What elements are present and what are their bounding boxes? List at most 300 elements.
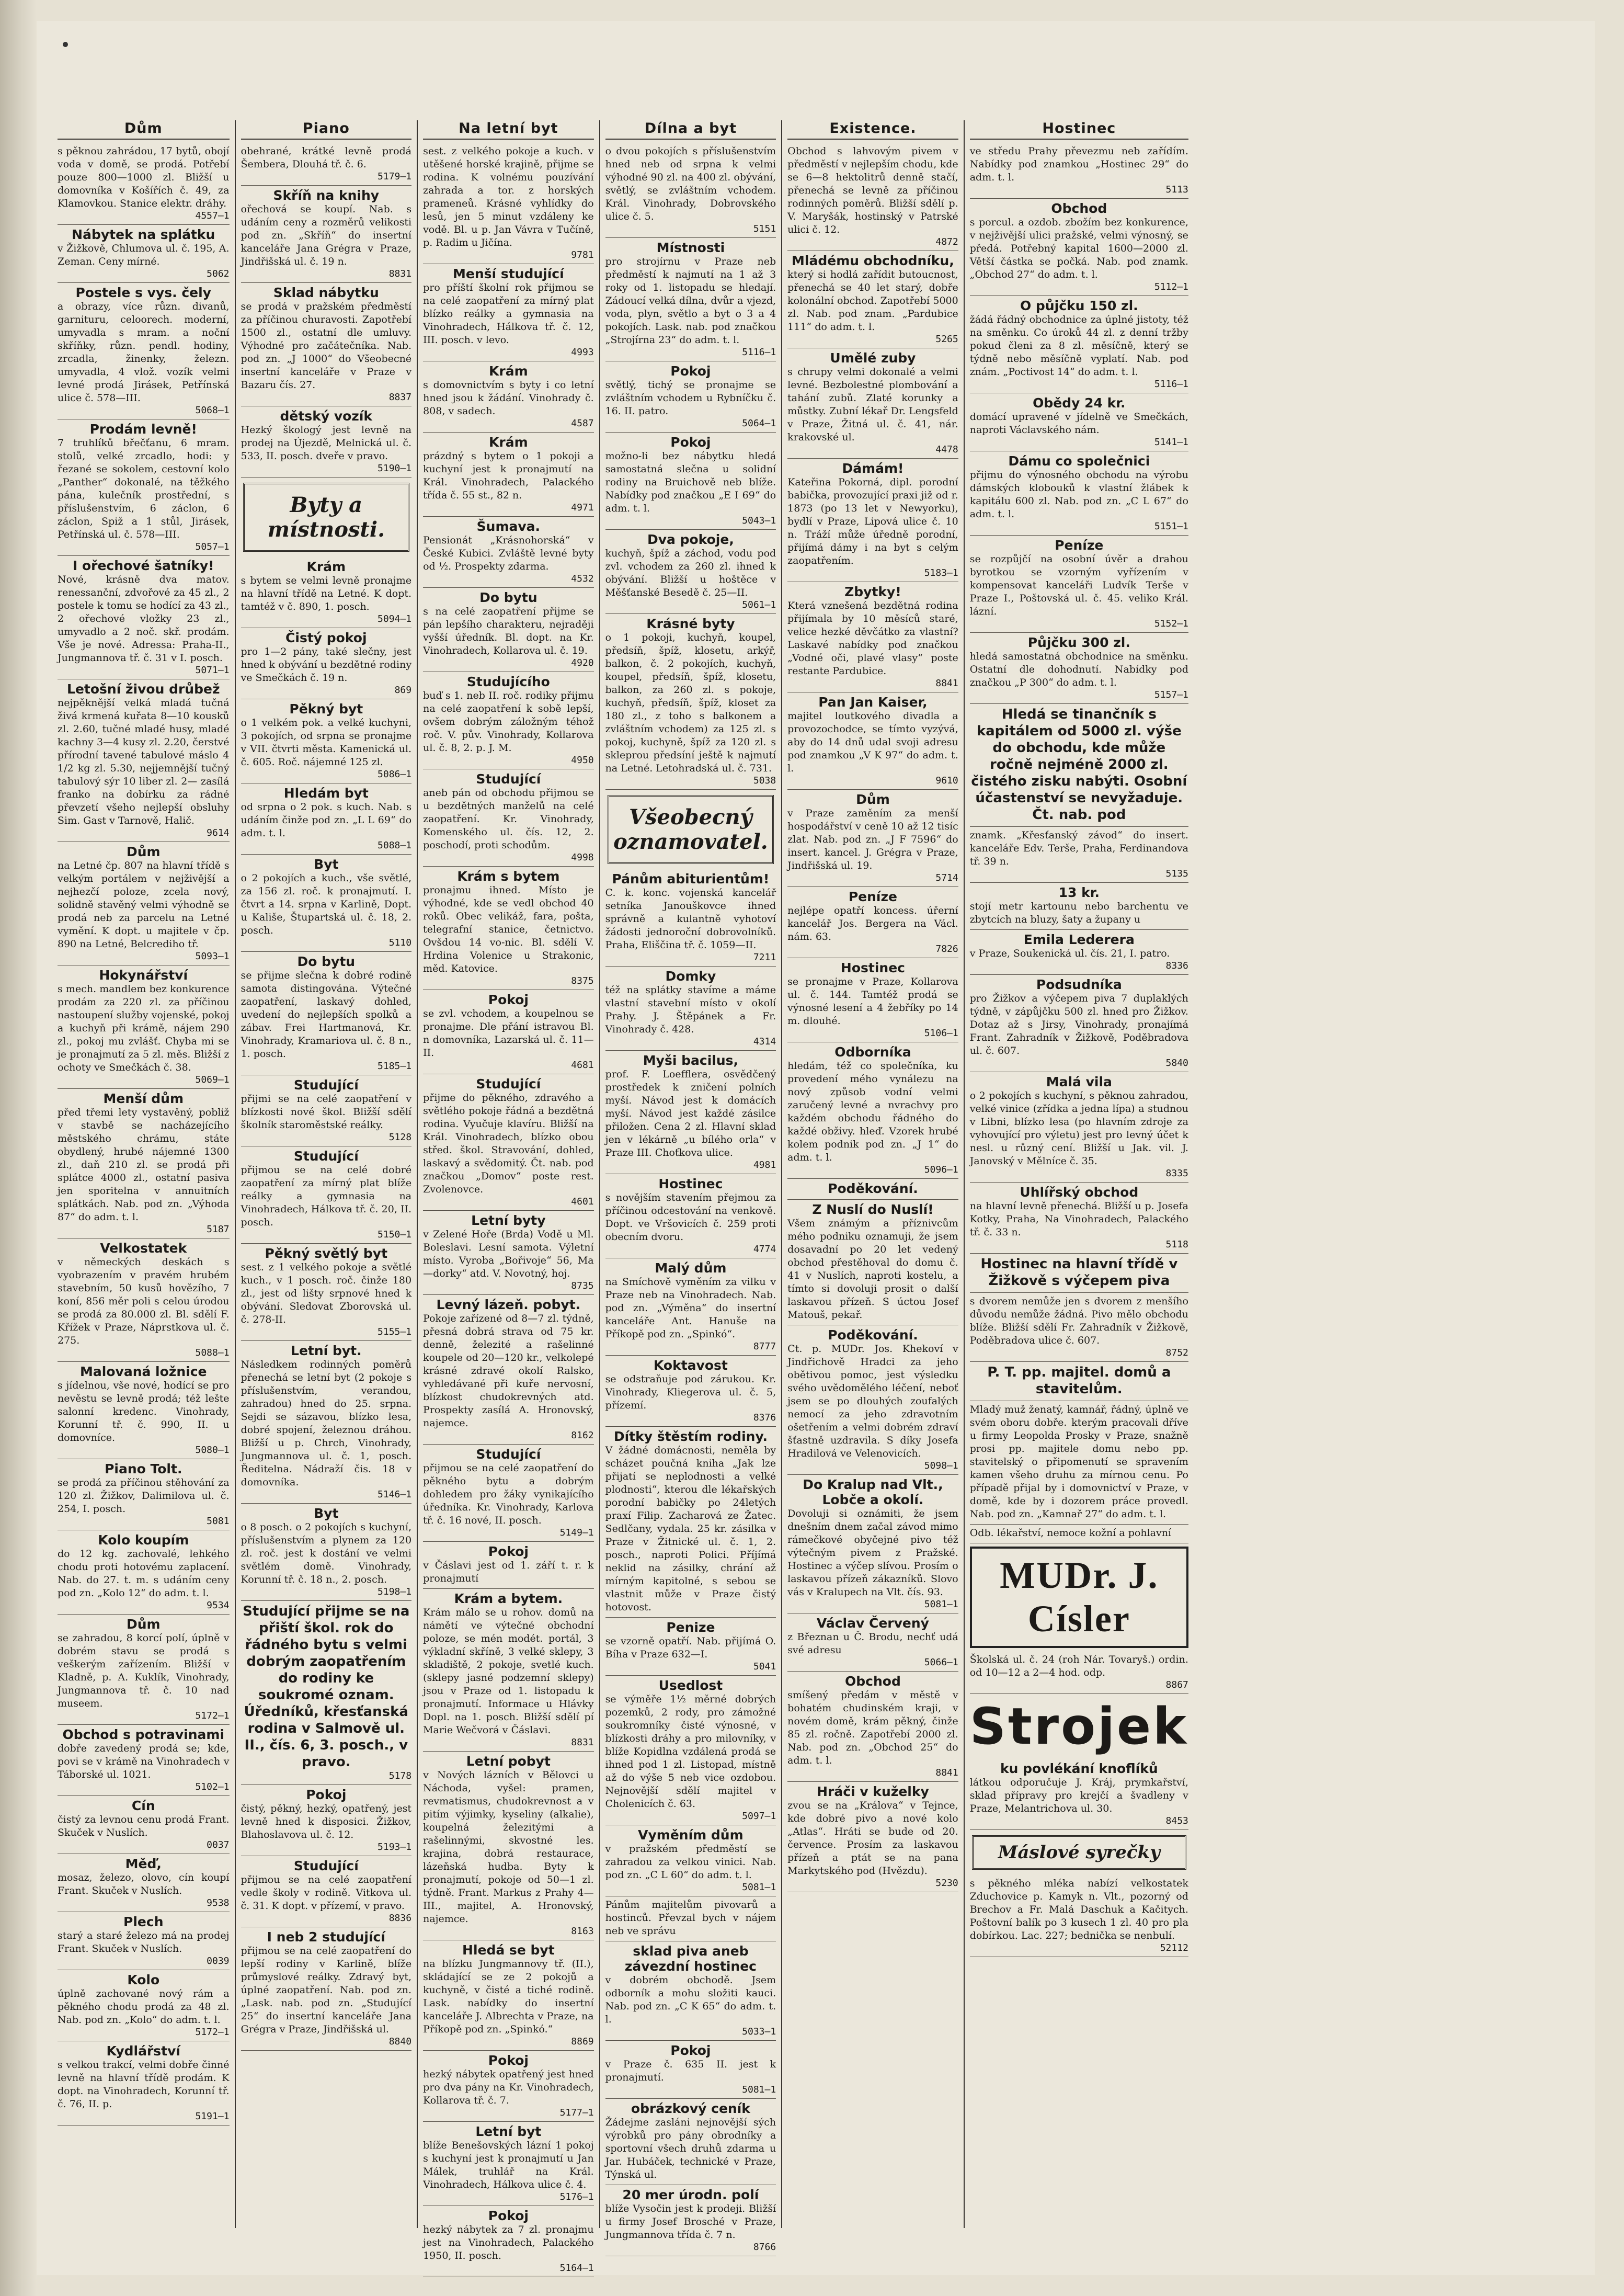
ad-code: 0037 [207,1839,230,1850]
classified-ad [58,556,230,679]
ad-title: Studující [293,1858,359,1873]
ad-text: s na celé zaopatření přijme se pán lepšího charakteru, nejraději vyšší úředník. Bl. dopt. na Kr. Vinohradech, Kollarova ul. č. 19. [423,606,594,656]
ad-code: 5110 [388,937,412,948]
classified-ad [970,704,1188,827]
classified-ad [787,1325,958,1475]
ad-title: Poděkování. [828,1327,918,1343]
ad-title: dětský vozík [280,408,373,424]
ad-text: žádá řádný obchodnice za úplné jistoty, též na směnku. Co úroků 44 zl. z denní tržby pokud členi za 8 zl. měsíčně, který se týdně nebo měsíčně vyplatí. Nab. pod znám. „Poctivost 14“ do adm. t. l. [969,314,1188,378]
ad-title: Letní byty [471,1213,546,1228]
ad-title: Prodám levně! [89,422,197,437]
ad-code: 9781 [571,249,594,260]
ad-code: 5135 [1165,868,1188,879]
ad-code: 5149—1 [559,1527,594,1538]
classified-ad [241,1601,412,1785]
ad-code: 8831 [571,1737,594,1748]
ad-code: 4971 [571,502,594,513]
classified-ad [58,842,230,965]
ad-code: 8336 [1165,960,1188,971]
ad-code: 5178 [388,1770,412,1781]
ad-title: sklad piva aneb závezdní hostinec [624,1943,757,1974]
ad-title: Skříň na knihy [273,188,380,203]
classified-ad [787,143,958,251]
classified-ad [605,530,776,614]
column-heading: Piano [241,120,412,140]
classified-ad [241,143,412,186]
ad-code: 5097—1 [742,1811,776,1822]
ad-title: Umělé zuby [830,350,916,366]
column-heading: Na letní byt [423,120,594,140]
ad-title: Studující [476,1076,541,1092]
classified-ad [58,1459,230,1530]
classified-ad [58,419,230,556]
ad-title: Do bytu [297,954,356,969]
ad-text: se pronajme v Praze, Kollarova ul. č. 144. Tamtéž prodá se výnosné lesení a 4 žebříky po 14 m. dlouhé. [787,976,958,1027]
ad-title: Dva pokoje, [647,532,734,547]
classified-ad [423,588,594,672]
classified-ad [787,1782,958,1892]
ad-code: 4872 [935,236,958,247]
ad-code: 5116—1 [742,347,776,358]
classified-ad [58,1912,230,1970]
ad-code: 5177—1 [559,2107,594,2118]
classified-ad [58,679,230,842]
ad-title: Studujícího [466,674,550,689]
ad-text: Mladý muž ženatý, kamnář, řádný, úplně ve svém oboru dobře. kterým pracovali dříve u firmy Leopolda Prosky v Praze, snažně prosi pp. majitele domu nebo pp. stavitelský o připomenutí se spravením kamen všeho druhu za mírnou cenu. Po případě přijal by i domovnictví v Praze, v domě, kde by i dozorem práce provedl. Nab. pod zn. „Kamnař 27“ do adm. t. l. [969,1404,1188,1520]
classified-ad [58,2041,230,2125]
ad-text: úplně zachované nový rám a pěkného chodu prodá za 48 zl. Nab. pod zn. „Kolo“ do adm. t. l. [58,1988,230,2026]
ad-text: domácí upravené v jídelně ve Smečkách, naproti Václavského nám. [969,411,1188,436]
ad-code: 5176—1 [559,2191,594,2202]
ad-code: 8766 [753,2242,776,2253]
classified-ad [787,1179,958,1200]
classified-ad [605,238,776,361]
ad-text: C. k. konc. vojenská kancelář setníka Janouškovce ihned správně a kulantně vyhotoví žádosti jednoroční dobrovolníků. Praha, Eliščina tř. č. 1059—II. [605,887,776,951]
classified-ad [970,1183,1188,1254]
doctor-name-ad: MUDr. J. Císler [970,1547,1188,1648]
ad-code: 5043—1 [742,515,776,526]
column-heading: Dům [58,120,230,140]
ad-text: o 2 pokojích s kuchyní, s pěknou zahradou, velké vinice (zřídka a jedna lípa) a studnou v Libni, blízko lesa (po hlavním zdroje za vyhovující pro výletu) jest pro levný účet k nesl. u různý cení. Bližší u Jak. vil. J. Janovský v Mělníce č. 35. [969,1090,1188,1167]
ad-code: 8837 [388,392,412,403]
ad-title: Dámám! [842,461,904,476]
ad-code: 5071—1 [195,665,230,676]
ad-code: 4557—1 [195,210,230,221]
ad-text: přijmi se na celé zaopatření v blízkosti nové škol. Bližší sdělí školník staroměstské reálky. [241,1093,412,1131]
ad-code: 4601 [571,1196,594,1207]
ad-code: 4314 [753,1036,776,1047]
ad-bold-text: Studující přijme se na přiští škol. rok do řádného bytu s velmi dobrým zaopatřením do rodiny ke soukromé oznam. Úředníků, křesťanská rodina v Salmově ul. II., čís. 6, 3. posch., v pravo. [243,1604,410,1770]
ad-title: Letní byt [475,2124,542,2139]
ad-title: Dámu co společnici [1008,453,1150,469]
classified-ad [970,393,1188,451]
ad-title: Hráči v kuželky [817,1784,929,1799]
classified-ad [241,1785,412,1856]
ad-code: 8453 [1165,1815,1188,1826]
ad-text: který si hodlá zařídit butoucnost, přenechá se 40 let starý, dobře kolonální obchod. Zapotřebí 5000 zl. Nab. pod znam. „Pardubice 111“ do adm. t. l. [787,269,958,333]
ad-title: Usedlost [658,1678,723,1693]
ad-code: 5146—1 [378,1489,412,1500]
ad-code: 5033—1 [742,2026,776,2037]
ad-title: Plech [123,1914,164,1929]
ad-title: Letošní živou drůbež [67,681,220,697]
ad-code: 5088—1 [195,1347,230,1358]
ad-text: Pánům majitelům pivovarů a hostinců. Převzal bych v nájem neb ve správu [605,1899,776,1937]
classified-ad [787,1672,958,1782]
ad-code: 8163 [571,1926,594,1937]
classified-ad [605,869,776,967]
ad-text: ořechová se koupí. Nab. s udáním ceny a rozměrů velikosti pod zn. „Skříň“ do insertní kanceláře Jana Grégra v Praze, Jindřišská ul. č. 19 n. [241,203,412,267]
ad-code: 5187 [207,1224,230,1235]
ad-code: 9538 [207,1897,230,1908]
ad-title: Myši bacilus, [643,1053,739,1068]
classified-ad [423,2051,594,2122]
ad-title: Cín [131,1798,155,1813]
ad-text: na Smíchově vyměním za vilku v Praze neb na Vinohradech. Nab. pod zn. „Výměna“ do insertní kanceláře Ant. Hanuše na Příkopě pod zn. „Spinkó“. [605,1276,776,1340]
ad-title: Emila Lederera [1023,932,1135,947]
classified-ad [58,1796,230,1854]
ad-column [52,120,235,2228]
ad-columns [52,120,1558,2274]
ad-text: do 12 kg. zachovalé, lehkého chodu proti hotovému zaplacení. Nab. do 27. t. m. s udáním ceny pod zn. „Kolo 12“ do adm. t. l. [58,1548,230,1599]
classified-ad [970,296,1188,393]
ad-code: 4681 [571,1060,594,1071]
classified-ad [970,451,1188,536]
classified-ad [970,1362,1188,1401]
ad-code: 5172—1 [195,1710,230,1721]
section-banner: Všeobecný oznamovatel. [608,795,774,864]
ad-code: 4981 [753,1160,776,1170]
ad-bold-text: Hledá se tinančník s kapitálem od 5000 zl. výše do obchodu, kde může ročně nejméně 2000 zl. čistého zisku nabýti. Osobní účastenství se nevyžaduje. Čt. nab. pod [971,707,1187,823]
classified-ad [605,433,776,530]
ad-text: se odstraňuje pod zárukou. Kr. Vinohrady, Kliegerova ul. č. 5, přízemí. [605,1373,776,1411]
ad-title: Menší studující [453,266,564,281]
ad-text: pro 1—2 pány, také slečny, jest hned k obývání u bezdětné rodiny ve Smečkách č. 19 n. [241,646,412,684]
ad-title: Pokoj [670,435,711,450]
ad-text: na hlavní levně přenechá. Bližší u p. Josefa Kotky, Praha, Na Vinohradech, Palackého tř. č. 33 n. [969,1200,1188,1238]
ad-title: Do Kralup nad Vlt., Lobče a okolí. [803,1477,943,1507]
ad-text: Dovoluji si oznámiti, že jsem dnešním dnem začal závod mimo rámečkové obyčejné pivo též výtečným pivem z Pražské. Hostinec a výčep slívou. Prosím o laskavou přízeň zákazníků. Slovo vás v Kralupech na Vlt. čís. 93. [787,1508,958,1598]
print-dot [63,42,68,47]
ad-text: z Březnan u Č. Brodu, nechť udá své adresu [787,1631,958,1656]
ad-title: Obchod [1051,201,1107,216]
ad-text: Pokoje zařízené od 8—7 zl. týdně, přesná dobrá strava od 75 kr. denně, železité a rašelinné koupele od 20—120 kr., velkolepé krásné zdravé okolí Ralsko, vyhledávané při kuře nervosní, blízkost chudokrevných atd. Prospekty zasílá A. Hronovský, najemce. [423,1313,594,1429]
ad-code: 4478 [935,444,958,455]
ad-code: 5041 [753,1661,776,1672]
ad-text: o 1 velkém pok. a velké kuchyni, 3 pokojích, od srpna se pronajme v VII. čtvrti města. Kamenická ul. č. 605. Roč. nájemné 125 zl. [241,717,412,768]
ad-title: Pan Jan Kaiser, [818,695,928,710]
ad-text: hledá samostatná obchodnice na směnku. Ostatní dle dohodnutí. Nabídky pod značkou „P 300“ do adm. t. l. [969,651,1188,688]
ad-title: Peníze [848,889,898,904]
ad-text: Pensionát „Krásnohorská“ v České Kubici. Zvláště levné byty od ½. Prospekty zdarma. [423,535,594,572]
ad-text: se prodá v pražském předměstí za příčinou churavosti. Zapotřebí 1500 zl., ostatní dle umluvy. Výhodné pro začátečníka. Nab. pod zn. „J 1000“ do Všeobecné insertní kanceláře v Praze v Bazaru čís. 27. [241,301,412,391]
ad-code: 5066—1 [924,1657,958,1668]
ad-text: o 2 pokojích a kuch., vše světlé, za 156 zl. roč. k pronajmutí. I. čtvrt a 14. srpna v Karlině, Dopt. u Kališe, Štupartská ul. č. 18, 2. posch. [241,872,412,936]
ad-text: nejlépe opatří koncess. úřerní kancelář Jos. Bergera na Václ. nám. 63. [787,905,958,942]
ad-title: Studující [476,771,541,787]
classified-ad [58,1362,230,1459]
classified-ad [423,1211,594,1295]
ad-title: Letní pobyt [466,1754,551,1769]
classified-ad [787,958,958,1042]
ad-title: Hokynářství [99,968,188,983]
ad-text: se zvl. vchodem, a koupelnou se pronajme. Dle přání istravou Bl. n domovníka, Lazarská ul. č. 11—II. [423,1008,594,1059]
ad-code: 8831 [388,268,412,279]
ad-text: v Praze, Soukenická ul. čís. 21, I. patro. [969,948,1170,959]
classified-ad [241,1341,412,1504]
classified-ad [241,1856,412,1927]
ad-code: 8376 [753,1412,776,1423]
ad-text: pro strojírnu v Praze neb předměstí k najmutí na 1 až 3 roky od 1. listopadu se hledají. Zádoucí velká dílna, dvůr a vjezd, voda, plyn, světlo a byt o 3 a 4 pokojích. Lask. nab. pod značkou „Strojírna 23“ do adm. t. l. [605,256,776,346]
ad-code: 5081—1 [924,1599,958,1610]
ad-text: se vzorně opatří. Nab. přijímá O. Bíha v Praze 632—I. [605,1635,776,1660]
classified-ad [970,975,1188,1072]
ad-text: Následkem rodinných poměrů přenechá se letní byt (2 pokoje s příslušenstvím, verandou, zahradou) hned do 25. srpna. Sejdi se sázavou, blízko lesa, dobré spojení, železnou dráhou. Bližší u p. Chrch, Vinohrady, Jungmannova ul. č. 1, posch. Ředitelna. Nádraží čis. 18 v domovníka. [241,1359,412,1488]
ad-title: Dům [126,844,161,859]
classified-ad [787,459,958,582]
ad-title: Malý dům [655,1260,727,1276]
ad-text: o 8 posch. o 2 pokojích s kuchyní, příslušenstvím a plynem za 120 zl. roč. jest k dostání ve velmi světlém domě. Vinohrady, Korunní tř. č. 18 n., 2. posch. [241,1521,412,1585]
ad-title: Sklad nábytku [273,285,379,300]
classified-ad [970,827,1188,883]
classified-ad [787,692,958,790]
ad-title: Krám [489,363,528,379]
ad-text: čistý, pěkný, hezký, opatřený, jest levně hned k disposici. Žižkov, Blahoslavova ul. č. 12. [241,1803,412,1840]
ad-text: Odb. lékařství, nemoce kožní a pohlavní [969,1527,1172,1539]
ad-title: Mládému obchodníku, [792,253,954,268]
ad-code: 8752 [1165,1347,1188,1358]
ad-text: na Letné čp. 807 na hlavní třídě s velkým portálem v nejživější a nejhezčí poloze, zcela nový, solidně stavěný velmi výhodně se prodá neb za parcelu na Letné vymění. K dopt. u majitele v čp. 890 na Letné, Belcrediho tř. [58,860,230,950]
ad-title: Levný lázeň. pobyt. [436,1297,581,1312]
ad-code: 7826 [935,944,958,954]
ad-text: v Zelené Hoře (Brda) Vodě u Ml. Boleslavi. Lesní samota. Výletní místo. Vyroba „Bořivoje“ 56, Ma—dorky“ atd. V. Novotný, hoj. [423,1229,594,1279]
ad-code: 8841 [935,1767,958,1778]
ad-text: v pražském předměstí se zahradou za velkou vinici. Nab. pod zn. „C L 60“ do adm. t. l. [605,1843,776,1881]
ad-text: o dvou pokojích s příslušenstvím hned neb od srpna k velmi výhodné 90 zl. na 400 zl. obývání, světlý, se zvláštním vchodem. Král. Vinohrady, Dobrovského ulice č. 5. [605,145,776,222]
ad-code: 9614 [207,827,230,838]
ad-text: s bytem se velmi levně pronajme na hlavní třídě na Letné. K dopt. tamtéž v č. 890, 1. posch. [241,575,412,612]
ad-code: 5057—1 [195,541,230,552]
ad-title: Byt [314,857,339,872]
ad-text: se zahradou, 8 korcí polí, úplně v dobrém stavu se prodá s veškerým zařízením. Bližší v Kladně, p. A. Kuklík, Vinohrady, Jungmannova tř. č. 10 nad museem. [58,1632,230,1709]
ad-text: od srpna o 2 pok. s kuch. Nab. s udáním činže pod zn. „L L 69“ do adm. t. l. [241,801,412,839]
ad-title: Krám [489,435,528,450]
ad-title: Studující [476,1447,541,1462]
classified-ad [605,1618,776,1676]
ad-title: Velkostatek [100,1241,187,1256]
ad-title: Pokoj [488,992,529,1007]
ad-title: Kolo koupím [98,1532,189,1548]
ad-code: 8735 [571,1280,594,1291]
ad-text: v Praze zaměním za menší hospodářství v ceně 10 až 12 tisíc zlat. Nab. pod zn. „J F 7596“ do insert. kancel. J. Grégra v Praze, Jindřišská ul. 19. [787,808,958,871]
ad-bold-text: Hostinec na hlavní třídě v Žižkově s výčepem piva [980,1256,1178,1289]
classified-ad [787,887,958,958]
ad-title: Pánům abiturientům! [612,871,770,886]
ad-code: 5164—1 [559,2263,594,2274]
ad-title: Piano Tolt. [105,1461,182,1476]
ad-text: hledám, též co společníka, ku provedení mého vynálezu na nový způsob vodní velmi zaručený levné a nvrachvy pro každém obchodu řádného do každé obživy. hleď. Vzorek hrubé kolem podnik pod zn. „J 1“ do adm. t. l. [787,1060,958,1163]
classified-ad [787,1475,958,1613]
ad-text: zvou se na „Králova“ v Tejnce, kde dobré pivo a nové kolo „Atlas“. Hráti se bude od 20. července. Prosím za laskavou přízeň a ptát se na pana Markytského pod (Hvězdu). [787,1800,958,1877]
ad-title: Hostinec [840,960,905,975]
classified-ad [970,1875,1188,1957]
ad-text: v Praze č. 635 II. jest k pronajmutí. [605,2059,776,2083]
ad-title: Byt [314,1506,339,1521]
ad-code: 5141—1 [1154,437,1188,448]
ad-text: buď s 1. neb II. roč. rodiky přijmu na celé zaopatření k sobě lepší, ovšem dobrým záložným téhož roč. V. pův. Vinohrady, Kollarova ul. č. 8, 2. p. J. M. [423,690,594,754]
ad-text: přijme do pěkného, zdravého a světlého pokoje řádná a bezdětná rodina. Vyučuje klavíru. Bližší na Král. Vinohradech, blízko obou střed. škol. Stravování, dohled, laskavý a svědomitý. Čt. nab. pod značkou „Domov“ poste rest. Zvolenovce. [423,1092,594,1195]
ad-code: 5190—1 [378,463,412,474]
ad-code: 8375 [571,975,594,986]
classified-ad [241,1927,412,2051]
ad-code: 5172—1 [195,2027,230,2038]
ad-code: 52112 [1160,1942,1188,1953]
classified-ad [241,406,412,478]
ad-code: 4998 [571,852,594,863]
classified-ad [970,143,1188,199]
ad-text: 7 truhlíků břečťanu, 6 mram. stolů, velké zrcadlo, hodi: y řezané se sokolem, cestovní kolo „Panther“ dokonalé, na těžkého pána, kulečník prostřední, s příslušenstvím, 6 záclon, 6 záclon, Spiž a 1 stůl, Jirásek, Petřínská ul. č. 578—III. [58,437,230,540]
classified-ad [423,769,594,867]
ad-text: prázdný s bytem o 1 pokoji a kuchyní jest k pronajmutí na Král. Vinohradech, Palackého třída č. 55 st., 82 n. [423,450,594,501]
ad-title: Obchod [845,1674,901,1689]
ad-code: 5193—1 [378,1842,412,1852]
ad-text: Všem známým a příznivcům mého podniku oznamuji, že jsem dosavadní po 20 let vedený obchod přestěhoval do domu č. 41 v Nuslích, naproti kostelu, a tímto si dovoluji prosit o další laskavou přízeň. S úctou Josef Matouš, pekař. [787,1218,958,1321]
classified-ad [787,251,958,348]
classified-ad [605,1051,776,1174]
classified-ad [423,2206,594,2277]
ad-title: ku povlékání knoflíků [1000,1761,1158,1776]
ad-title: Dítky štěstím rodiny. [613,1429,768,1444]
ad-title: Uhlířský obchod [1020,1185,1139,1200]
ad-text: s novějším stavením přejmou za příčinou odcestování na venkově. Dopt. ve Vršovicích č. 259 proti obecním dvoru. [605,1192,776,1243]
ad-code: 7211 [753,952,776,963]
ad-text: se prodá za příčinou stěhování za 120 zl. Žižkov, Dalimilova ul. č. 254, I. posch. [58,1477,230,1515]
ad-title: Zbytky! [844,584,901,599]
ad-code: 4532 [571,573,594,584]
ad-code: 5112—1 [1154,281,1188,292]
classified-ad [58,1970,230,2041]
ad-text: v Čáslavi jest od 1. září t. r. k pronajmutí [423,1560,594,1584]
classified-ad [970,633,1188,704]
ad-text: se výměře 1½ měrné dobrých pozemků, 2 rody, pro zámožné soukromníky čisté výnosné, v blízkosti dráhy a pro milovníky, v blíže Kopidlna vzdálená prodá se ihned pod 1 zl. Listopad, místně až do výše 5 neb vice ozdobou. Nejnovější sdělí majitel v Cholenicích č. 63. [605,1693,776,1810]
ad-text: Žádejme zasláni nejnovější sých výrobků pro pány obrodníky a sportovní všech druhů zdarma u Jar. Hubáček, technické v Praze, Týnská ul. [605,2117,776,2180]
ad-code: 5150—1 [378,1229,412,1240]
ad-text: na blízku Jungmannovy tř. (II.), skládající se ze 2 pokojů a kuchyně, v čisté a tiché rodině. Lask. nabídky do insertní kanceláře J. Albrechta v Praze, na Příkopě pod zn. „Spinkó.“ [423,1958,594,2035]
classified-ad [605,967,776,1051]
ad-title: Malovaná ložnice [80,1364,207,1379]
classified-ad [423,1295,594,1445]
ad-text: látkou odporučuje J. Kráj, prymkařství, sklad přípravy pro krejčí a švadleny v Praze, Melantrichova ul. 30. [969,1777,1188,1814]
ad-code: 5185—1 [378,1061,412,1072]
ad-title: Krám [306,559,346,574]
ad-title: Krám a bytem. [454,1591,563,1606]
ad-text: s chrupy velmi dokonalé a velmi levné. Bezbolestné plombování a tahání zubů. Zlaté korunky a můstky. Zubní lékař Dr. Lengsfeld v Praze, Žitná ul. č. 41, nár. krakovské ul. [787,366,958,443]
classified-ad [605,1427,776,1618]
classified-ad [605,361,776,433]
classified-ad [58,283,230,419]
classified-ad [241,1504,412,1601]
classified-ad [970,1401,1188,1525]
column-heading: Hostinec [970,120,1188,140]
classified-ad [241,628,412,699]
ad-code: 8841 [935,678,958,689]
classified-ad [423,433,594,517]
ad-code: 5113 [1165,184,1188,195]
ad-code: 4950 [571,755,594,766]
ad-title: Dům [856,792,890,807]
ad-code: 5061—1 [742,599,776,610]
classified-ad [787,1200,958,1325]
classified-ad [241,783,412,855]
ad-text: před třemi lety vystavěný, pobliž v stavbě se nacházejícího městského chrámu, státe obydlený, hrubé nájemné 1300 zl., daň 210 zl. se prodá při splátce 4000 zl., ostatní pasiva jen sporitelna v annuitních splátkách. Nab. pod zn. „Výhoda 87“ do adm. t. l. [58,1107,230,1223]
ad-title: Pokoj [488,2053,529,2068]
ad-title: Z Nuslí do Nuslí! [812,1202,934,1217]
ad-title: Nábytek na splátku [72,227,215,242]
classified-ad [787,790,958,887]
ad-code: 5151 [753,223,776,234]
ad-text: přijmou se na celé dobré zaopatření za mírný plat blíže reálky a gymnasia na Vinohradech, Hálkova tř. č. 20, II. posch. [241,1164,412,1228]
classified-ad [423,143,594,264]
ad-code: 5191—1 [195,2111,230,2122]
ad-code: 5038 [753,775,776,786]
ad-title: Hostinec [658,1176,723,1191]
classified-ad [787,1613,958,1672]
ad-code: 5157—1 [1154,689,1188,700]
ad-text: sest. z velkého pokoje a kuch. v utěšené horské krajině, přijme se rodina. K volnému pouzívání zahrada a tor. z horských prameneů. Krásné vyhlídky do lesů, jen 5 minut vzdáleny ke vodě. Bl. u p. Jan Vávra v Tučíně, p. Radim u Jičína. [423,145,594,248]
ad-code: 5094—1 [378,613,412,624]
ad-code: 0039 [207,1956,230,1967]
ad-title: Čistý pokoj [285,630,367,645]
ad-text: se rozpůjčí na osobní úvěr a drahou byrotkou se vzorným vyřízením v kompensovat kanceláři Ludvík Terše v Praze I., Poštovská ul. č. 45. veliko Král. lázní. [969,553,1188,617]
ad-text: pronajmu ihned. Místo je výhodné, kde se vedl obchod 40 roků. Obec velikáž, fara, pošta, telegrafní stanice, četnictvo. Ovšdou 14 vo-nic. Bl. sdělí V. Hrdina Volenice u Strakonic, měd. Katovice. [423,884,594,974]
ad-text: Kateřina Pokorná, dipl. porodní babička, provozující praxi již od r. 1873 (po 13 let v Newyorku), bydlí v Praze, Lipová ulice č. 10 n. Tráží může úředně porodní, přijímá dámy i na byt s celým zaopatřením. [787,476,958,566]
classified-ad [970,199,1188,296]
ad-title: O půjčku 150 zl. [1020,298,1138,313]
classified-ad [423,1940,594,2051]
classified-ad [423,517,594,588]
ad-text: s domovnictvím s byty i co letní hned jsou k žádání. Vinohrady č. 808, v sadech. [423,379,594,417]
ad-column [417,120,599,2274]
ad-title: I neb 2 studující [267,1929,385,1945]
ad-code: 5183—1 [924,567,958,578]
classified-ad [423,672,594,769]
classified-ad [58,1725,230,1796]
classified-ad [423,2122,594,2206]
ad-code: 5062 [207,268,230,279]
classified-ad [605,1356,776,1427]
classified-ad [605,2185,776,2256]
ad-code: 5151—1 [1154,521,1188,532]
ad-text: ve středu Prahy převezmu neb zařídím. Nabídky pod znamkou „Hostinec 29“ do adm. t. l. [969,145,1188,183]
ad-code: 5840 [1165,1058,1188,1069]
classified-ad [605,143,776,238]
ad-title: Krám s bytem [457,869,560,884]
ad-code: 5081—1 [742,2084,776,2095]
ad-code: 8867 [1165,1679,1188,1690]
classified-ad [970,883,1188,930]
classified-ad [970,536,1188,633]
column-heading: Dílna a byt [605,120,776,140]
ad-text: přijmou se na celé zaopatření do pěkného bytu a dobrým dohledem pro žáky vynikajícího úředníka. Kr. Vinohrady, Karlova tř. č. 16 nové, II. posch. [423,1462,594,1526]
ad-code: 5155—1 [378,1326,412,1337]
ad-title: Hledá se byt [462,1942,555,1958]
ad-text: s dvorem nemůže jen s dvorem z menšího důvodu nemůže žádná. Pivo mělo obchodu blíže. Bližší sdělí Fr. Zahradník v Žižkově, Poděbradova ulice č. 607. [969,1295,1188,1346]
classified-ad [423,264,594,361]
ad-title: Obědy 24 kr. [1033,395,1126,411]
ad-code: 4774 [753,1244,776,1255]
classified-ad [970,1759,1188,1830]
column-heading: Existence. [787,120,958,140]
